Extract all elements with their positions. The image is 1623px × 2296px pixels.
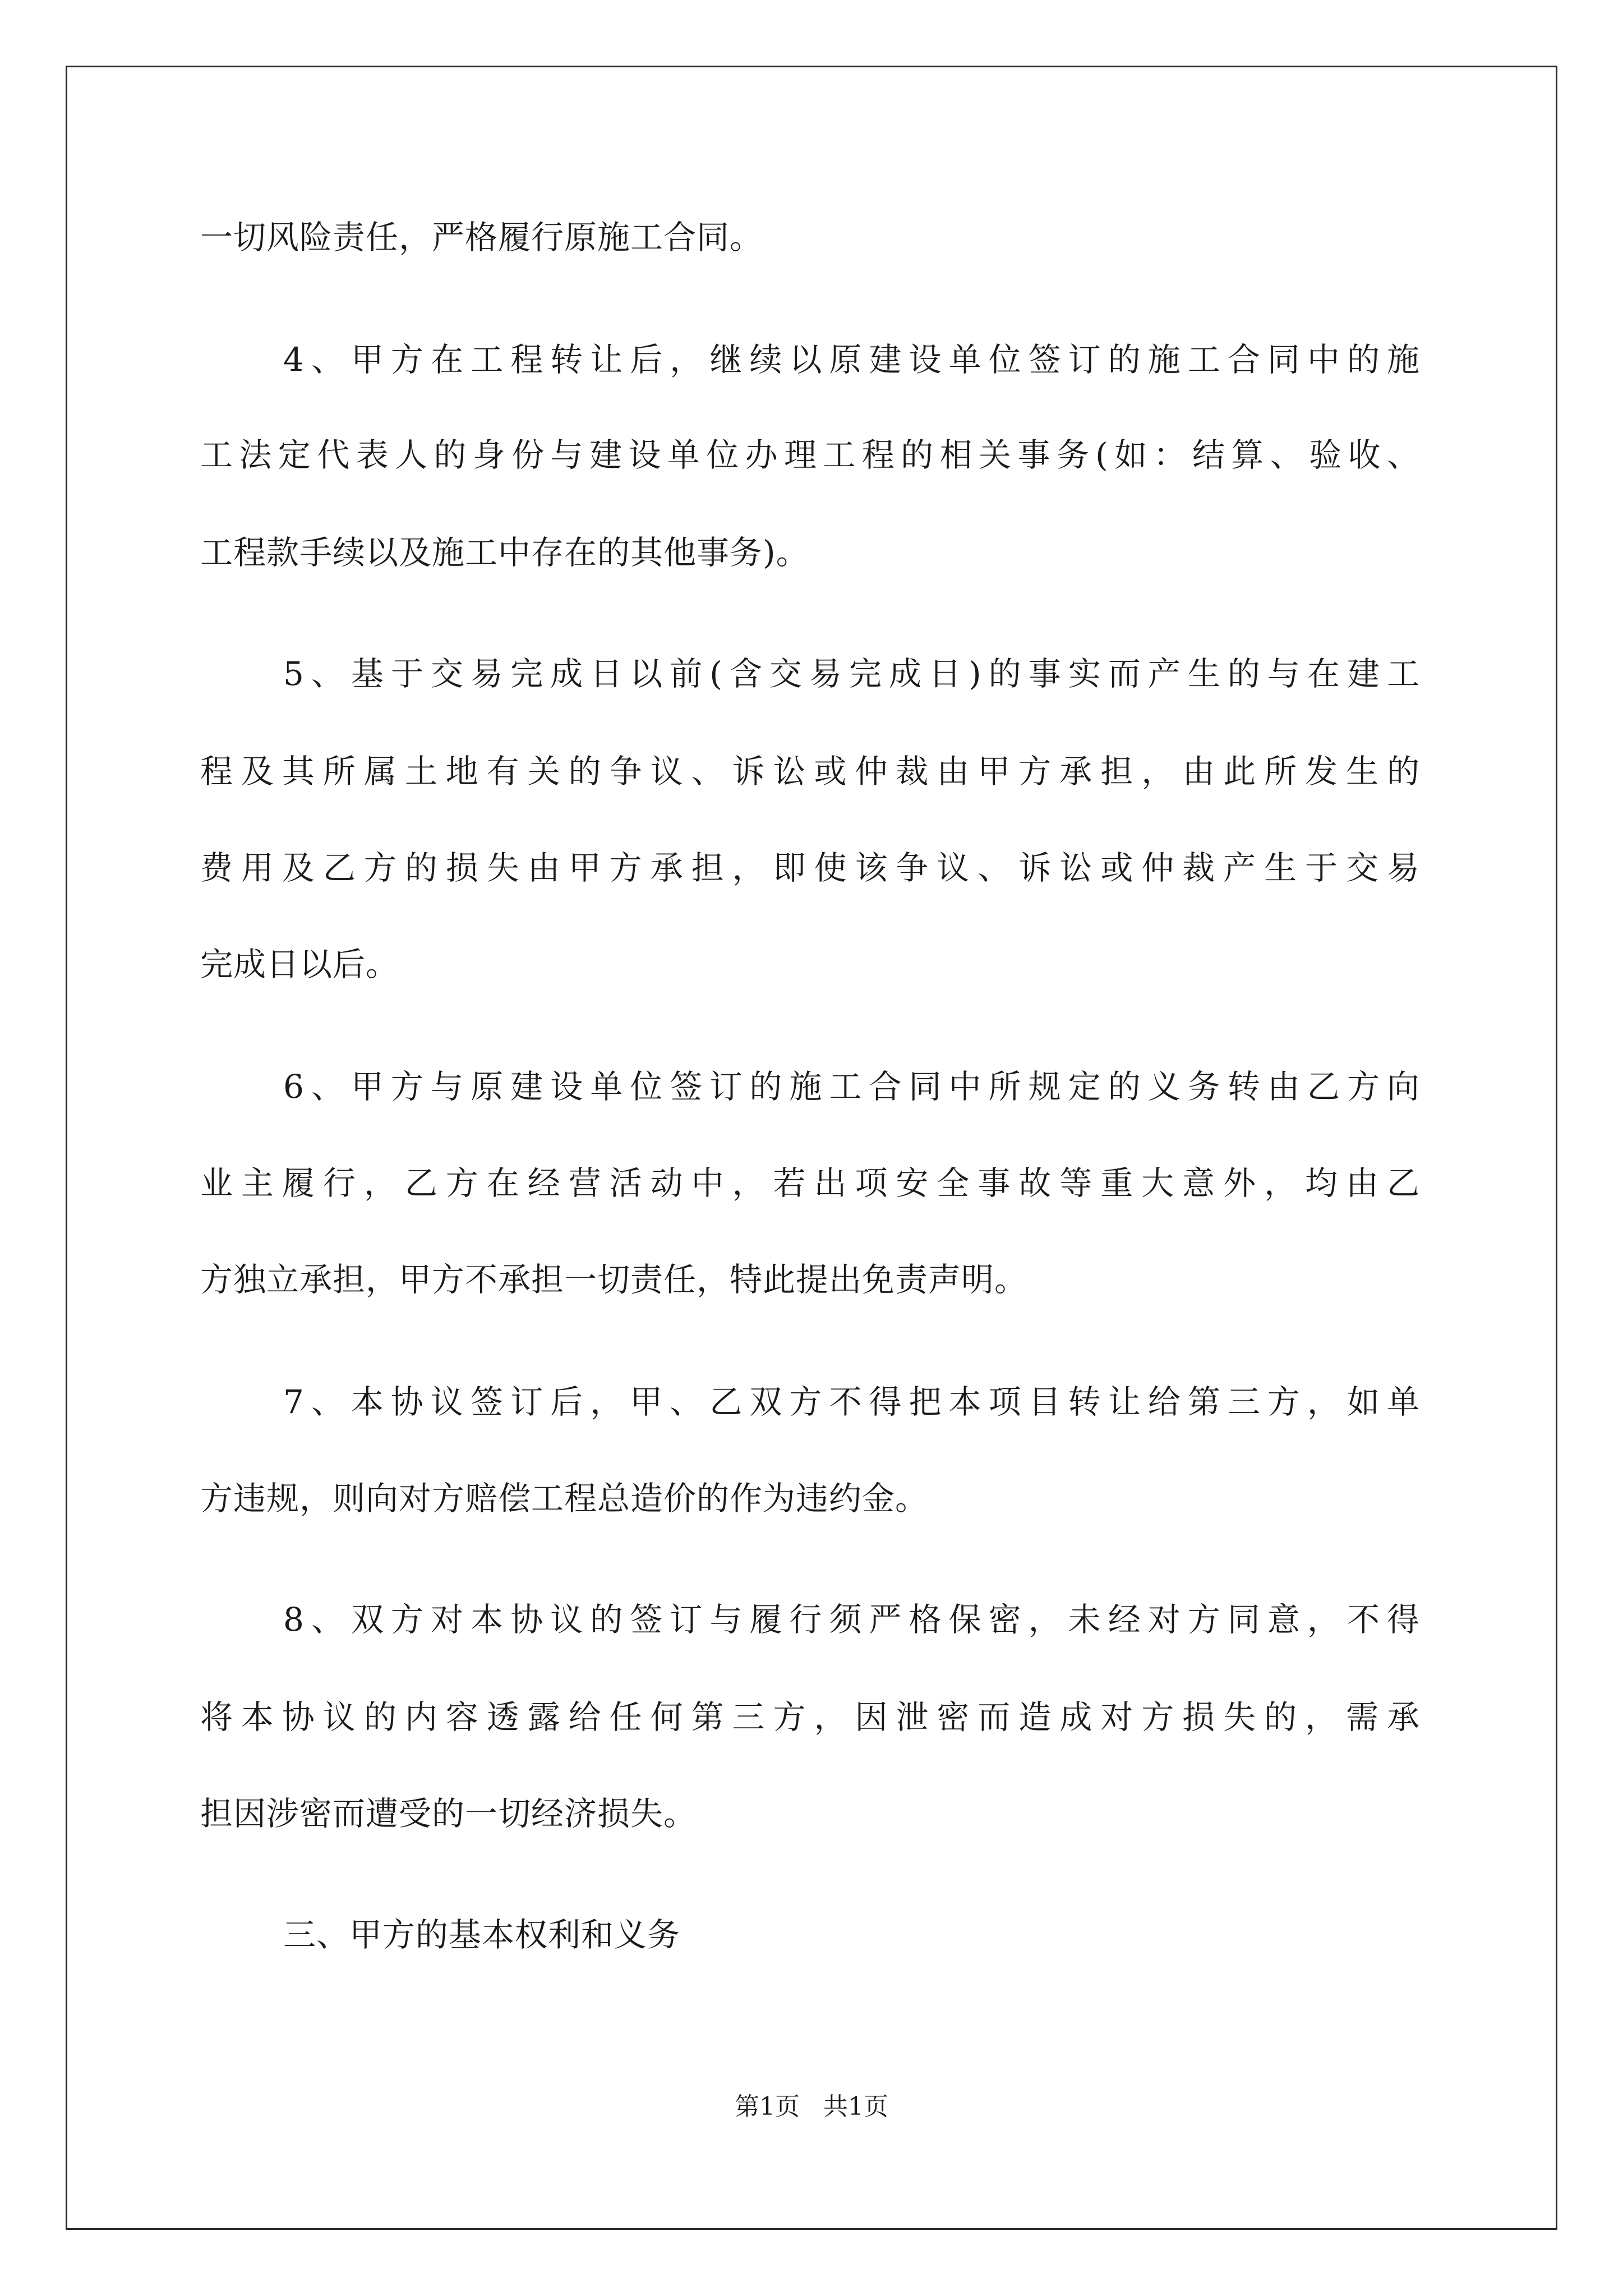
section-heading: 三、甲方的基本权利和义务 bbox=[283, 1916, 681, 1954]
page-number-footer: 第1页 共1页 bbox=[735, 2092, 888, 2121]
paragraph-line: 方违规，则向对方赔偿工程总造价的作为违约金。 bbox=[200, 1479, 929, 1517]
paragraph-line: 业主履行，乙方在经营活动中，若出项安全事故等重大意外，均由乙 bbox=[200, 1164, 1420, 1202]
paragraph-line: 7、本协议签订后，甲、乙双方不得把本项目转让给第三方，如单 bbox=[283, 1383, 1420, 1421]
page-border bbox=[66, 66, 1557, 2230]
paragraph-line: 完成日以后。 bbox=[200, 945, 399, 983]
paragraph-line: 将本协议的内容透露给任何第三方，因泄密而造成对方损失的，需承 bbox=[200, 1698, 1420, 1736]
paragraph-line: 程及其所属土地有关的争议、诉讼或仲裁由甲方承担，由此所发生的 bbox=[200, 752, 1420, 790]
paragraph-line: 费用及乙方的损失由甲方承担，即使该争议、诉讼或仲裁产生于交易 bbox=[200, 849, 1420, 887]
paragraph-line: 工法定代表人的身份与建设单位办理工程的相关事务(如：结算、验收、 bbox=[200, 436, 1420, 474]
paragraph-line: 工程款手续以及施工中存在的其他事务)。 bbox=[200, 533, 809, 572]
paragraph-line: 4、甲方在工程转让后，继续以原建设单位签订的施工合同中的施 bbox=[283, 341, 1420, 379]
paragraph-line: 6、甲方与原建设单位签订的施工合同中所规定的义务转由乙方向 bbox=[283, 1068, 1420, 1106]
paragraph-line: 5、基于交易完成日以前(含交易完成日)的事实而产生的与在建工 bbox=[283, 655, 1420, 693]
paragraph-line: 方独立承担，甲方不承担一切责任，特此提出免责声明。 bbox=[200, 1260, 1028, 1299]
paragraph-line: 8、双方对本协议的签订与履行须严格保密，未经对方同意，不得 bbox=[283, 1600, 1420, 1639]
paragraph-line: 一切风险责任，严格履行原施工合同。 bbox=[200, 218, 763, 256]
paragraph-line: 担因涉密而遭受的一切经济损失。 bbox=[200, 1795, 697, 1833]
